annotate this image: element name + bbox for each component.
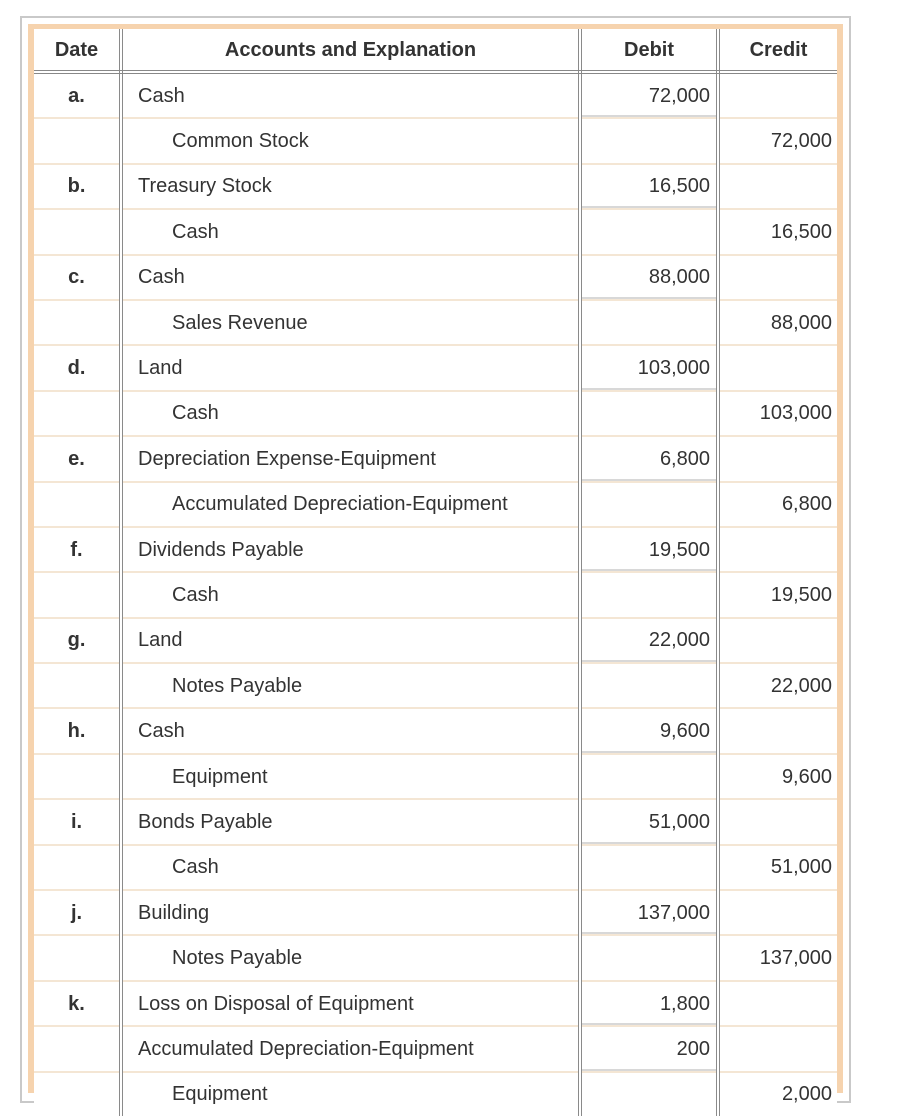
table-row <box>34 935 837 980</box>
credit-cell: 16,500 <box>718 209 837 254</box>
journal-table <box>34 29 837 1116</box>
date-cell: d. <box>34 345 121 390</box>
credit-cell <box>718 618 837 663</box>
credit-cell: 103,000 <box>718 391 837 436</box>
table-row <box>34 708 837 753</box>
table-row <box>34 300 837 345</box>
account-cell: Treasury Stock <box>121 164 580 209</box>
credit-cell <box>718 527 837 572</box>
table-row <box>34 1026 837 1071</box>
table-row <box>34 1072 837 1116</box>
table-row <box>34 118 837 163</box>
debit-cell: 72,000 <box>580 72 718 118</box>
account-cell: Cash <box>121 209 580 254</box>
account-cell: Accumulated Depreciation-Equipment <box>121 482 580 527</box>
journal-panel <box>20 16 851 1106</box>
debit-cell: 137,000 <box>580 890 718 935</box>
date-cell <box>34 1026 121 1071</box>
date-cell: j. <box>34 890 121 935</box>
header-accounts: Accounts and Explanation <box>121 29 580 72</box>
date-cell <box>34 754 121 799</box>
credit-cell: 22,000 <box>718 663 837 708</box>
credit-cell <box>718 890 837 935</box>
debit-cell <box>580 754 718 799</box>
account-cell: Equipment <box>121 1072 580 1116</box>
header-credit: Credit <box>718 29 837 72</box>
date-cell <box>34 118 121 163</box>
table-row <box>34 209 837 254</box>
account-cell: Loss on Disposal of Equipment <box>121 981 580 1026</box>
table-row <box>34 572 837 617</box>
debit-cell <box>580 209 718 254</box>
account-cell: Common Stock <box>121 118 580 163</box>
account-cell: Sales Revenue <box>121 300 580 345</box>
account-cell: Cash <box>121 255 580 300</box>
date-cell <box>34 572 121 617</box>
account-cell: Accumulated Depreciation-Equipment <box>121 1026 580 1071</box>
debit-cell: 103,000 <box>580 345 718 390</box>
credit-cell <box>718 799 837 844</box>
date-cell <box>34 391 121 436</box>
header-date: Date <box>34 29 121 72</box>
table-row <box>34 72 837 118</box>
debit-cell: 16,500 <box>580 164 718 209</box>
journal-frame <box>28 24 843 1106</box>
table-row <box>34 436 837 481</box>
table-row <box>34 981 837 1026</box>
debit-cell: 1,800 <box>580 981 718 1026</box>
debit-cell: 88,000 <box>580 255 718 300</box>
credit-cell: 137,000 <box>718 935 837 980</box>
credit-cell: 51,000 <box>718 845 837 890</box>
table-row <box>34 164 837 209</box>
debit-cell: 6,800 <box>580 436 718 481</box>
date-cell: g. <box>34 618 121 663</box>
date-cell: k. <box>34 981 121 1026</box>
account-cell: Cash <box>121 845 580 890</box>
debit-cell <box>580 391 718 436</box>
credit-cell <box>718 255 837 300</box>
debit-cell <box>580 1072 718 1116</box>
credit-cell <box>718 436 837 481</box>
account-cell: Land <box>121 345 580 390</box>
credit-cell <box>718 345 837 390</box>
debit-cell: 9,600 <box>580 708 718 753</box>
credit-cell: 72,000 <box>718 118 837 163</box>
date-cell: c. <box>34 255 121 300</box>
credit-cell: 2,000 <box>781 1083 832 1106</box>
date-cell: f. <box>34 527 121 572</box>
table-row <box>34 754 837 799</box>
account-cell: Cash <box>121 72 580 118</box>
account-cell: Land <box>121 618 580 663</box>
table-row <box>34 890 837 935</box>
debit-cell <box>580 572 718 617</box>
table-row <box>34 345 837 390</box>
account-cell: Building <box>121 890 580 935</box>
table-row <box>34 527 837 572</box>
credit-cell: 88,000 <box>718 300 837 345</box>
credit-cell <box>718 164 837 209</box>
header-debit: Debit <box>580 29 718 72</box>
date-cell: i. <box>34 799 121 844</box>
date-cell <box>34 845 121 890</box>
debit-cell <box>580 482 718 527</box>
credit-cell <box>718 708 837 753</box>
debit-cell <box>580 845 718 890</box>
date-cell <box>34 209 121 254</box>
debit-cell <box>580 300 718 345</box>
date-cell: b. <box>34 164 121 209</box>
date-cell <box>34 663 121 708</box>
debit-cell: 200 <box>580 1026 718 1071</box>
date-cell: h. <box>34 708 121 753</box>
debit-cell: 51,000 <box>580 799 718 844</box>
date-cell: e. <box>34 436 121 481</box>
account-cell: Notes Payable <box>121 935 580 980</box>
table-row <box>34 663 837 708</box>
account-cell: Dividends Payable <box>121 527 580 572</box>
account-cell: Cash <box>121 572 580 617</box>
debit-cell <box>580 663 718 708</box>
debit-cell: 19,500 <box>580 527 718 572</box>
date-cell <box>34 482 121 527</box>
date-cell <box>34 1072 121 1116</box>
header-row <box>34 29 837 72</box>
table-row <box>34 618 837 663</box>
credit-cell: 19,500 <box>718 572 837 617</box>
date-cell: a. <box>34 72 121 118</box>
table-row <box>34 255 837 300</box>
table-row <box>34 845 837 890</box>
account-cell: Notes Payable <box>121 663 580 708</box>
account-cell: Cash <box>121 708 580 753</box>
credit-cell: 6,800 <box>718 482 837 527</box>
date-cell <box>34 935 121 980</box>
credit-cell <box>718 981 837 1026</box>
account-cell: Cash <box>121 391 580 436</box>
account-cell: Depreciation Expense-Equipment <box>121 436 580 481</box>
table-row <box>34 482 837 527</box>
credit-cell: 9,600 <box>718 754 837 799</box>
account-cell: Equipment <box>121 754 580 799</box>
account-cell: Bonds Payable <box>121 799 580 844</box>
credit-cell <box>718 72 837 118</box>
date-cell <box>34 300 121 345</box>
table-row <box>34 799 837 844</box>
debit-cell <box>580 118 718 163</box>
journal-body <box>34 72 837 1116</box>
debit-cell <box>580 935 718 980</box>
debit-cell: 22,000 <box>580 618 718 663</box>
credit-cell <box>718 1026 837 1071</box>
table-row <box>34 391 837 436</box>
